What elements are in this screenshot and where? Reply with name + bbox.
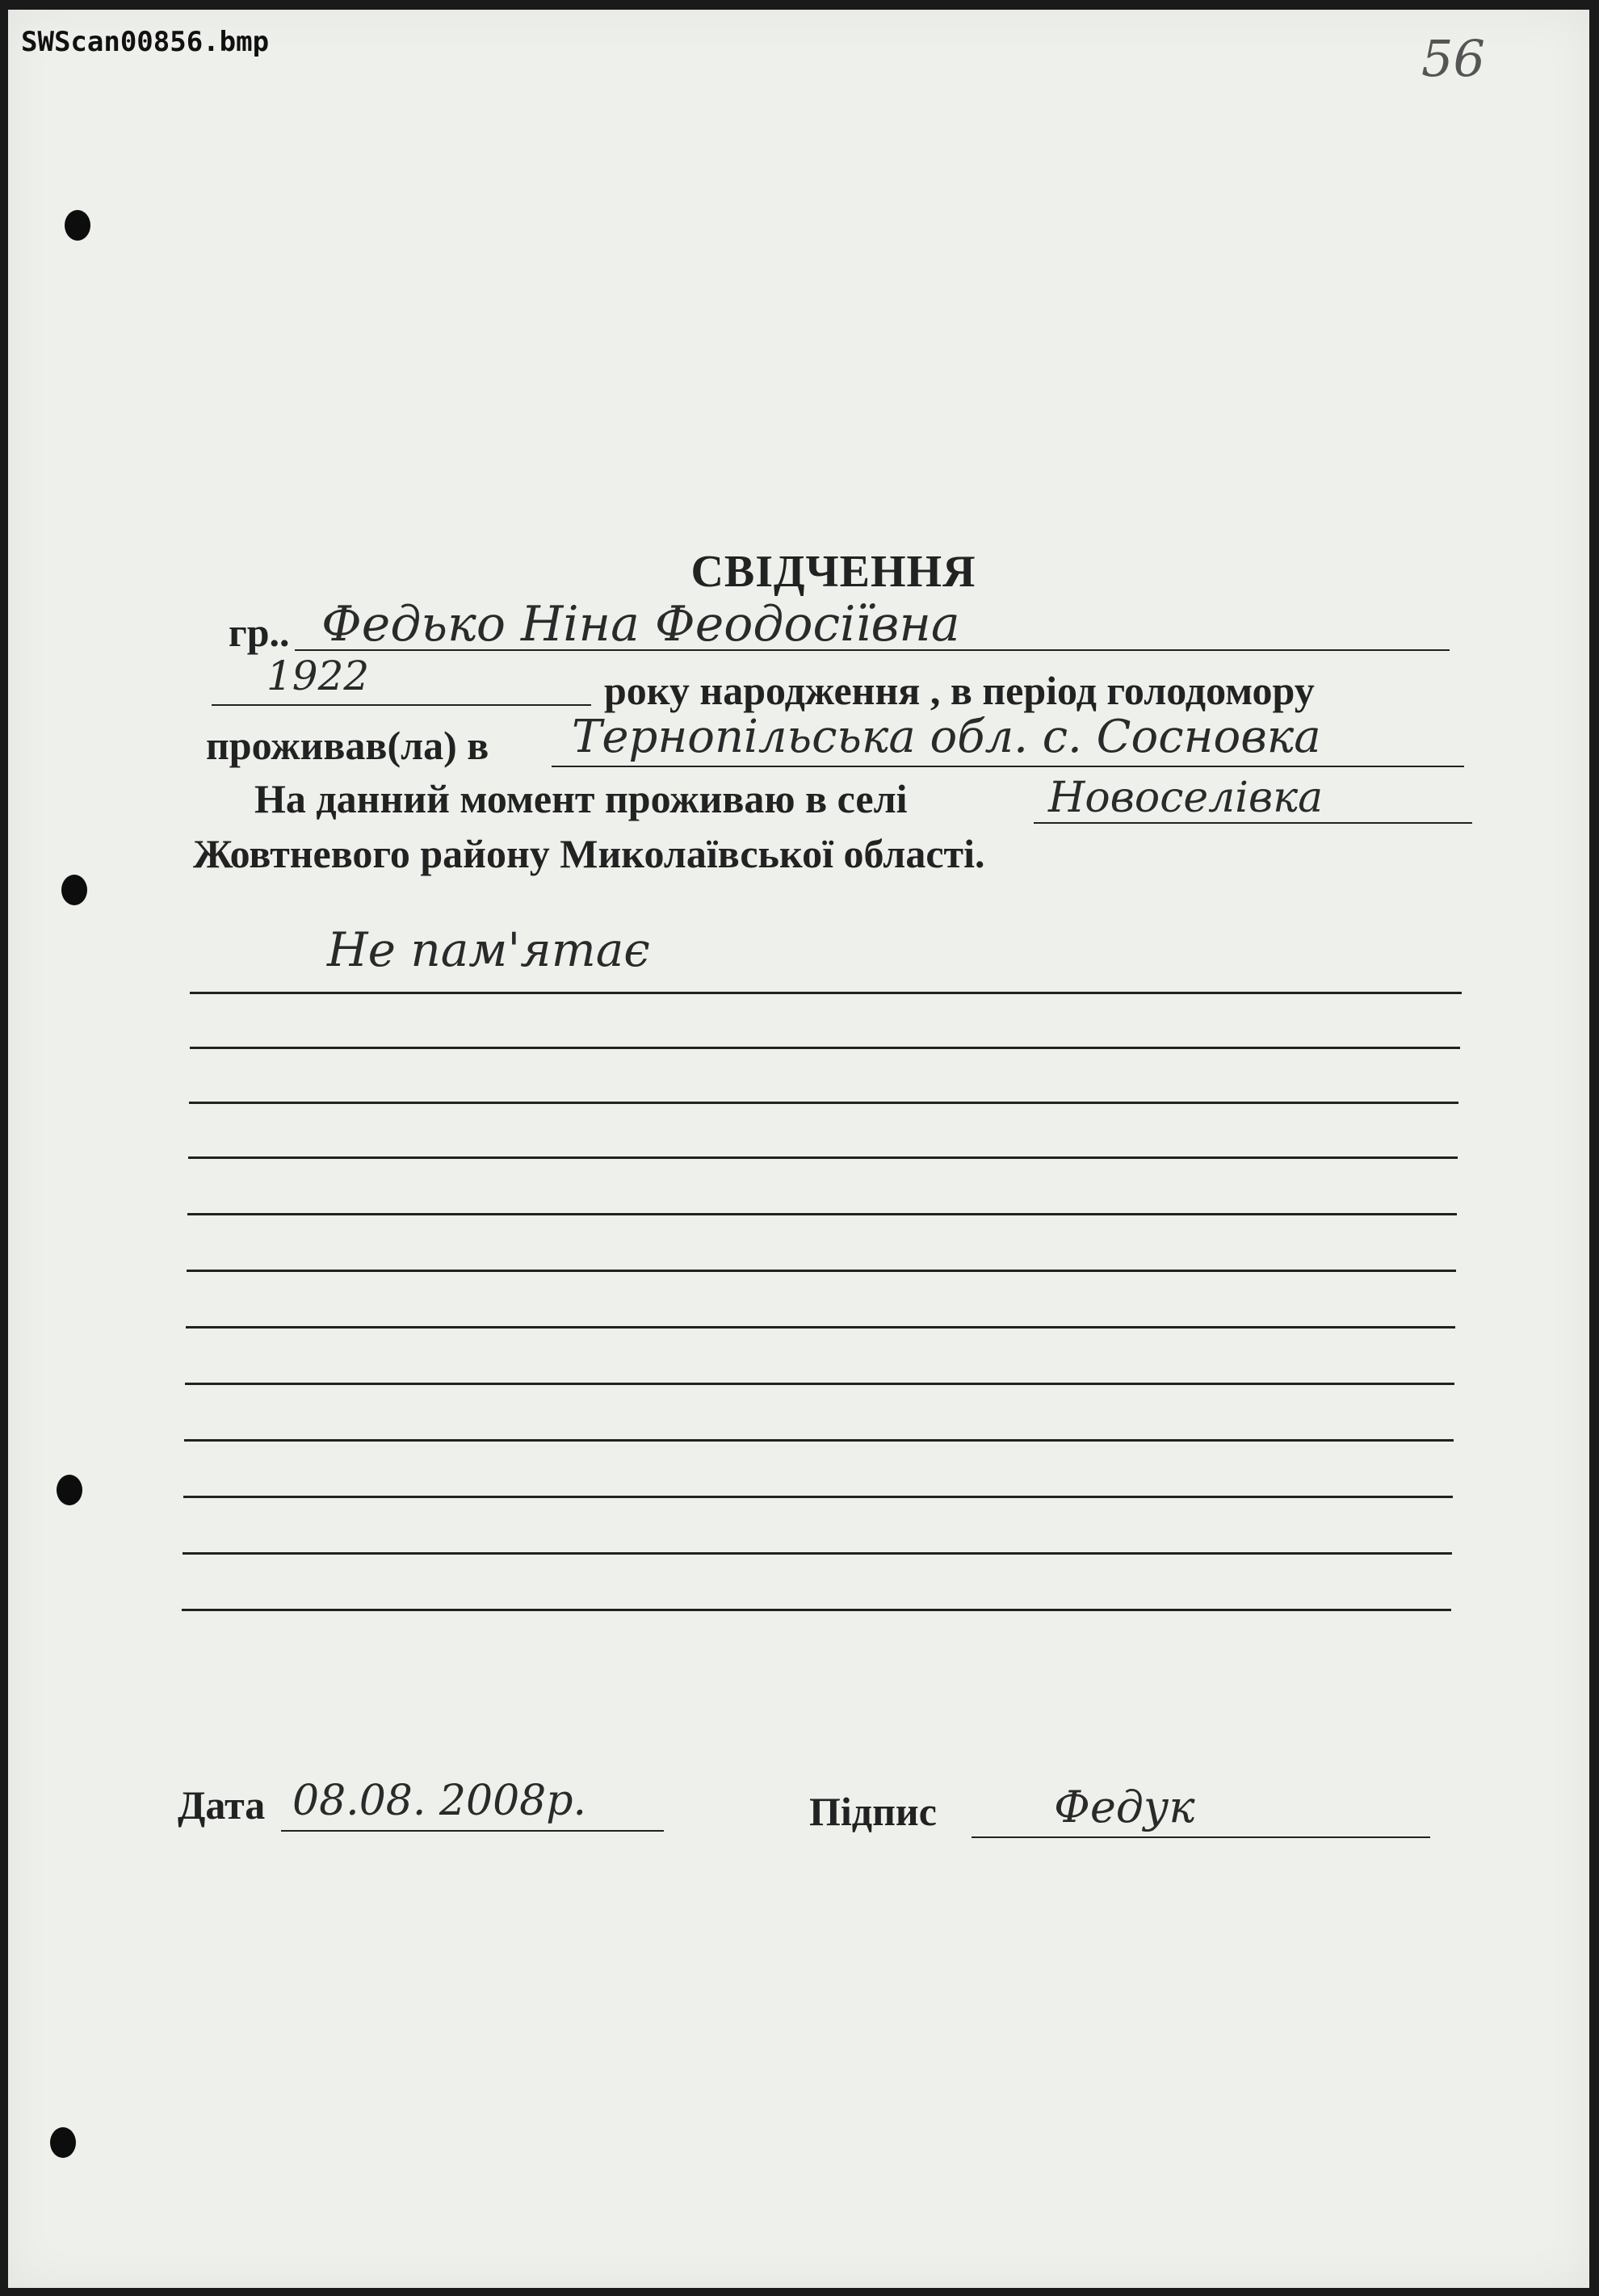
testimony-line <box>183 1496 1453 1498</box>
page-number: 56 <box>1421 29 1485 88</box>
date-value: 08.08. 2008р. <box>292 1777 587 1825</box>
birth-year: 1922 <box>266 653 370 699</box>
citizen-label: гр.. <box>229 610 290 655</box>
birth-year-line <box>212 704 591 706</box>
signature-value: Федук <box>1054 1782 1195 1832</box>
signature-line <box>972 1836 1430 1838</box>
date-line <box>281 1830 664 1832</box>
testimony-line <box>183 1552 1452 1555</box>
birth-text: року народження , в період голодомору <box>604 668 1315 713</box>
testimony-line <box>190 1047 1460 1049</box>
document-title: СВІДЧЕННЯ <box>690 547 976 597</box>
document-page <box>8 10 1589 2288</box>
testimony-line <box>182 1609 1451 1611</box>
testimony-line <box>187 1213 1457 1215</box>
testimony-line <box>190 992 1462 994</box>
lived-place-line <box>552 766 1464 767</box>
current-village-line <box>1034 822 1472 824</box>
testimony-line <box>185 1383 1454 1385</box>
testimony-line <box>187 1270 1456 1272</box>
signature-label: Підпис <box>809 1789 937 1834</box>
testimony-text: Не пам'ятає <box>327 922 650 977</box>
punch-hole-icon <box>57 1475 82 1505</box>
lived-place: Тернопільська обл. с. Сосновка <box>572 711 1321 763</box>
testimony-line <box>184 1439 1454 1442</box>
testimony-line <box>188 1156 1458 1159</box>
testimony-line <box>189 1102 1458 1104</box>
district-text: Жовтневого району Миколаївської області. <box>193 831 985 876</box>
date-label: Дата <box>178 1782 266 1828</box>
punch-hole-icon <box>65 210 90 241</box>
punch-hole-icon <box>50 2127 76 2158</box>
lived-label: проживав(ла) в <box>206 723 489 768</box>
current-village: Новоселівка <box>1048 774 1324 822</box>
punch-hole-icon <box>61 875 87 905</box>
scan-filename: SWScan00856.bmp <box>21 26 270 58</box>
current-label: На данний момент проживаю в селі <box>254 776 908 821</box>
testimony-line <box>186 1326 1455 1328</box>
citizen-name: Федько Ніна Феодосіївна <box>321 596 960 653</box>
